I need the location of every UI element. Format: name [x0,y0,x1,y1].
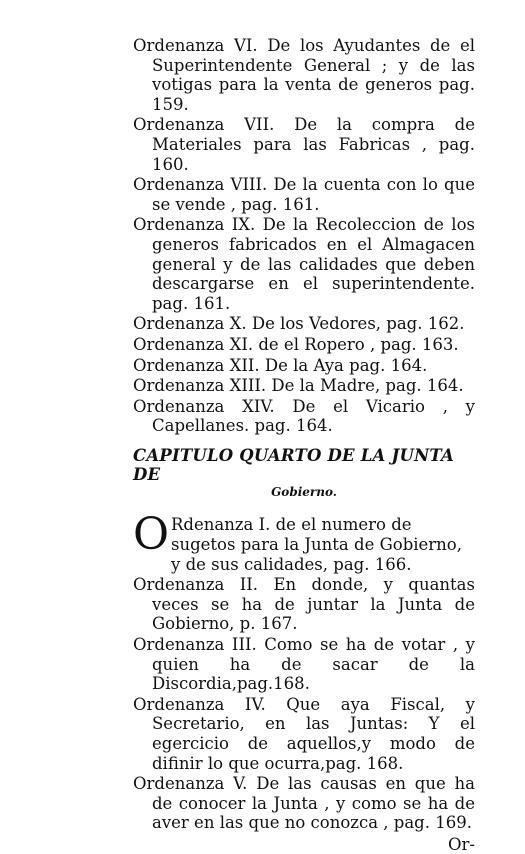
index-entry-xii: Ordenanza XII. De la Aya pag. 164. [133,355,428,375]
index-entry-vi: Ordenanza VI. De los Ayudantes de el Superintendente General ; y de las votigas para la venta de generos pag. 159. [133,36,475,114]
index-entry-xiii: Ordenanza XIII. De la Madre, pag. 164. [133,376,464,396]
entries-bottom [133,575,475,833]
index-entry-i [133,509,475,574]
chapter-subheading: Gobierno. [271,484,337,499]
catchword: Or- [448,834,475,854]
entries-top [133,36,475,436]
index-entry-i-text: Rdenanza I. de el numero de sugetos para la Junta de Gobierno, y de sus calidades, pag. 166. [171,515,462,574]
index-entry-xiv: Ordenanza XIV. De el Vicario , y Capellanes. pag. 164. [133,396,475,436]
index-entry-viii: Ordenanza VIII. De la cuenta con lo que se vende , pag. 161. [133,175,475,214]
index-entry-ii: Ordenanza II. En donde, y quantas veces se ha de juntar la Junta de Gobierno, p. 167. [133,575,475,634]
index-entry-xi: Ordenanza XI. de el Ropero , pag. 163. [133,334,459,354]
index-entry-iv: Ordenanza IV. Que aya Fiscal, y Secretario, en las Juntas: Y el egercicio de aquellos,y modo de difinir lo que ocurra,pag. 168. [133,694,475,773]
drop-cap: O [133,509,170,561]
index-entry-v: Ordenanza V. De las causas en que ha de conocer la Junta , y como se ha de aver en las que no conozca , pag. 169. [133,774,475,833]
index-entry-x: Ordenanza X. De los Vedores, pag. 162. [133,314,465,334]
chapter-heading: CAPITULO QUARTO DE LA JUNTA DE [133,445,454,484]
index-entry-iii: Ordenanza III. Como se ha de votar , y quien ha de sacar de la Discordia,pag.168. [133,634,475,694]
index-entry-ix: Ordenanza IX. De la Recoleccion de los generos fabricados en el Almagacen general y de las calidades que deben descargarse en el superintendente. pag. 161. [133,215,475,313]
index-entry-vii: Ordenanza VII. De la compra de Materiales para las Fabricas , pag. 160. [133,115,475,174]
